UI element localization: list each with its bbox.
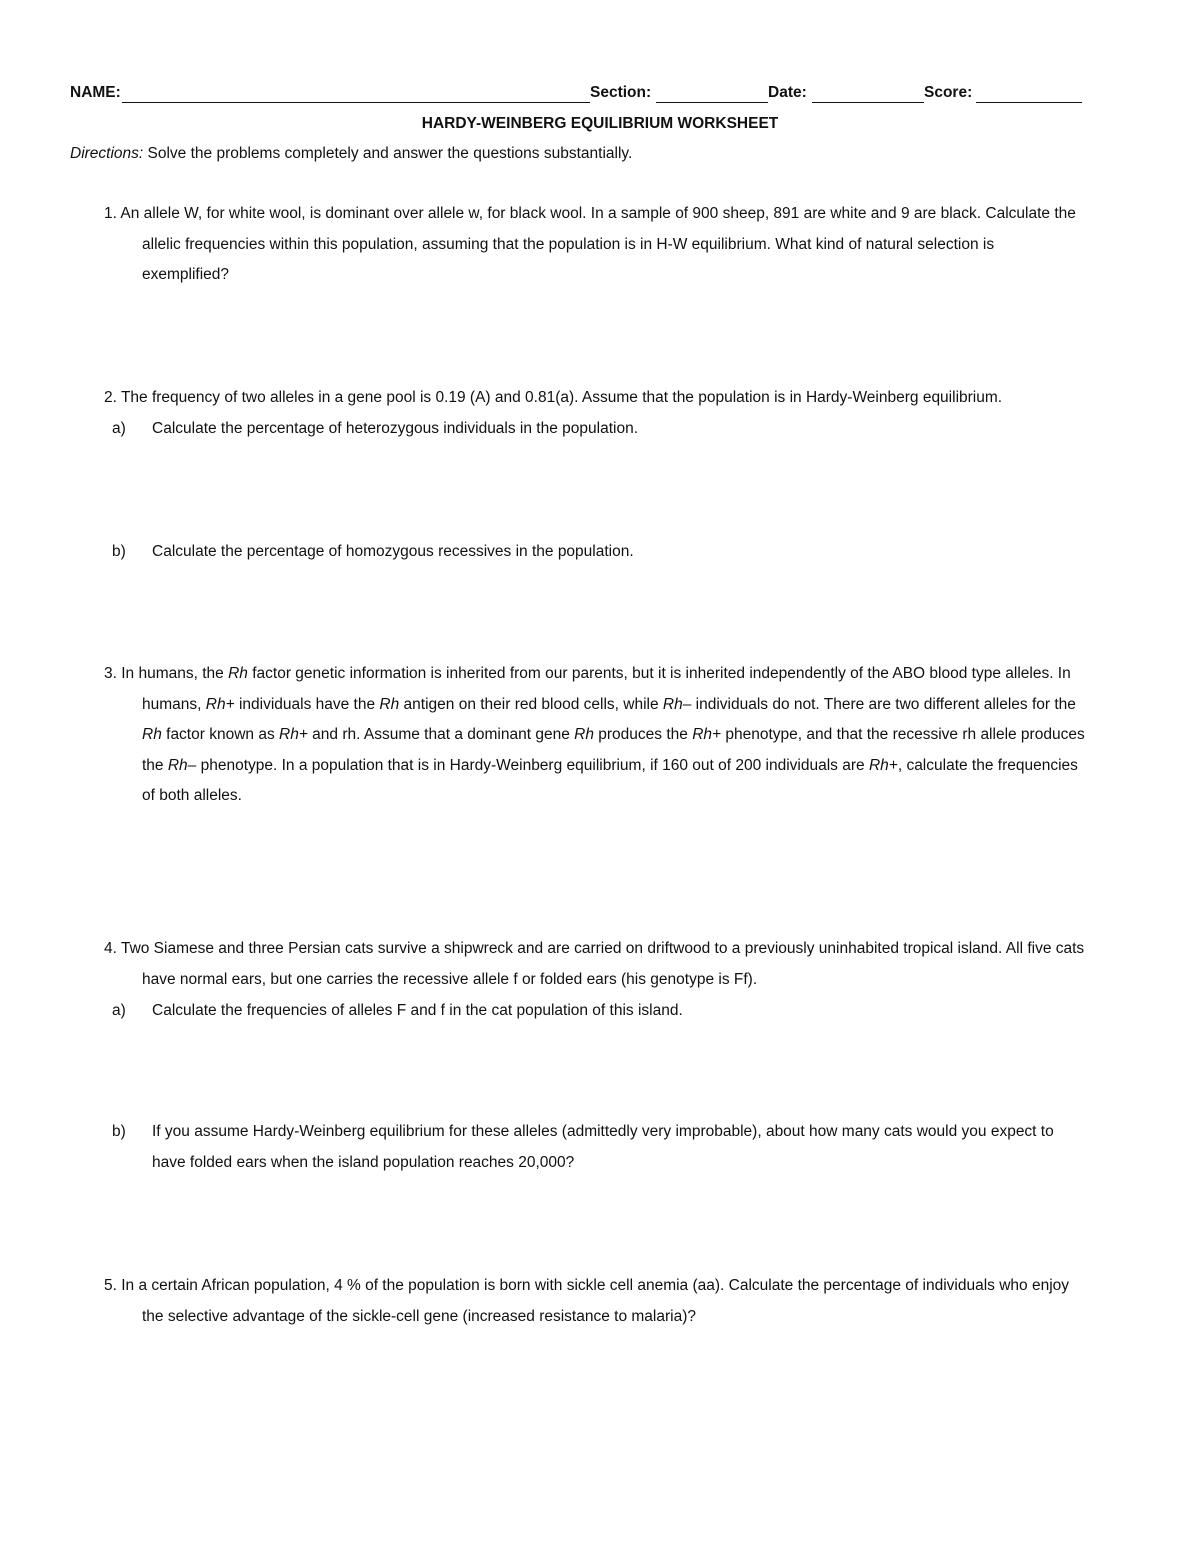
section-line — [656, 102, 768, 103]
problem-3-line-4 — [104, 751, 1129, 782]
p3-text: produces the — [593, 726, 693, 743]
p3-text: 3. In humans, the — [104, 665, 229, 682]
date-label: Date: — [768, 84, 807, 101]
p3-text: factor known as — [161, 726, 279, 743]
directions-label: Directions: — [70, 145, 144, 162]
problem-4a — [112, 996, 1129, 1027]
problem-3-line-3 — [104, 720, 1129, 751]
section-label: Section: — [590, 84, 652, 101]
p3-text: , calculate the frequencies — [897, 756, 1078, 774]
worksheet-title: HARDY-WEINBERG EQUILIBRIUM WORKSHEET — [421, 115, 779, 132]
problem-2-intro: 2. The frequency of two alleles in a gene pool is 0.19 (A) and 0.81(a). Assume that the population is in Hardy-Weinberg equilibrium. — [104, 389, 1003, 406]
p3-text: phenotype, and that the recessive rh allele produces — [721, 726, 1085, 743]
p3-text: antigen on their red blood cells, while — [399, 695, 663, 713]
problem-5-line-1: 5. In a certain African population, 4 % of the population is born with sickle cell anemia (aa). Calculate the percentage of individuals who enjoy — [104, 1277, 1070, 1294]
p3-italic: Rh– — [167, 756, 197, 774]
p3-italic: Rh — [228, 665, 248, 682]
p3-text: and rh. Assume that a dominant gene — [307, 726, 575, 743]
problem-1-line-3: exemplified? — [142, 266, 230, 283]
problem-4-line-1: 4. Two Siamese and three Persian cats survive a shipwreck and are carried on driftwood to a previously uninhabited tropical island. All five cats — [104, 940, 1085, 957]
problem-2a-letter: a) — [112, 420, 126, 437]
p3-text: humans, — [142, 695, 206, 713]
problem-3-line-2 — [104, 690, 1129, 721]
name-line — [122, 102, 590, 103]
p3-italic: Rh+ — [868, 756, 898, 774]
problem-2b-text: Calculate the percentage of homozygous recessives in the population. — [152, 543, 634, 560]
problem-4-line-2: have normal ears, but one carries the recessive allele f or folded ears (his genotype is Ff). — [142, 970, 758, 988]
p3-italic: Rh — [379, 695, 400, 713]
problem-4 — [104, 934, 1129, 995]
problem-2 — [104, 383, 1129, 414]
score-line — [976, 102, 1082, 103]
p3-text: the — [142, 756, 168, 774]
problem-2a — [112, 414, 1129, 445]
problem-4b-line-1: If you assume Hardy-Weinberg equilibrium for these alleles (admittedly very improbable), about how many cats would you expect to — [152, 1123, 1054, 1140]
p3-italic: Rh+ — [279, 726, 308, 743]
problem-1 — [104, 199, 1129, 291]
problem-5 — [104, 1271, 1129, 1332]
problem-4b-letter: b) — [112, 1123, 126, 1140]
p3-text: individuals do not. There are two different alleles for the — [691, 695, 1076, 713]
p3-text: individuals have the — [234, 695, 380, 713]
p3-text: factor genetic information is inherited from our parents, but it is inherited independently of the ABO blood type alleles. In — [247, 665, 1071, 682]
problem-4a-text: Calculate the frequencies of alleles F and f in the cat population of this island. — [152, 1002, 683, 1019]
p3-text: phenotype. In a population that is in Hardy-Weinberg equilibrium, if 160 out of 200 individuals are — [196, 756, 869, 774]
problem-2b-letter: b) — [112, 543, 126, 560]
problem-5-line-2: the selective advantage of the sickle-cell gene (increased resistance to malaria)? — [142, 1307, 696, 1325]
problem-3 — [104, 659, 1129, 812]
problem-4a-letter: a) — [112, 1002, 126, 1019]
problem-1-line-1: 1. An allele W, for white wool, is dominant over allele w, for black wool. In a sample of 900 sheep, 891 are white and 9 are black. Calculate the — [104, 205, 1076, 222]
score-label: Score: — [924, 84, 973, 101]
problem-4b — [112, 1117, 1129, 1178]
name-label: NAME: — [70, 84, 121, 101]
directions — [70, 145, 632, 163]
date-line — [812, 102, 924, 103]
problem-2a-text: Calculate the percentage of heterozygous individuals in the population. — [152, 420, 638, 437]
problem-2b — [112, 537, 1129, 568]
p3-italic: Rh– — [662, 695, 692, 713]
p3-italic: Rh — [574, 726, 594, 743]
p3-italic: Rh+ — [205, 695, 235, 713]
p3-italic: Rh — [142, 726, 162, 743]
problem-4b-line-2: have folded ears when the island population reaches 20,000? — [152, 1153, 575, 1171]
directions-text: Solve the problems completely and answer the questions substantially. — [143, 145, 633, 162]
p3-italic: Rh+ — [692, 726, 722, 743]
header-fields — [70, 84, 1082, 106]
problem-1-line-2: allelic frequencies within this population, assuming that the population is in H-W equilibrium. What kind of natural selection is — [142, 235, 995, 253]
problem-3-line-5: of both alleles. — [142, 787, 242, 804]
problem-3-line-1 — [104, 665, 1071, 682]
